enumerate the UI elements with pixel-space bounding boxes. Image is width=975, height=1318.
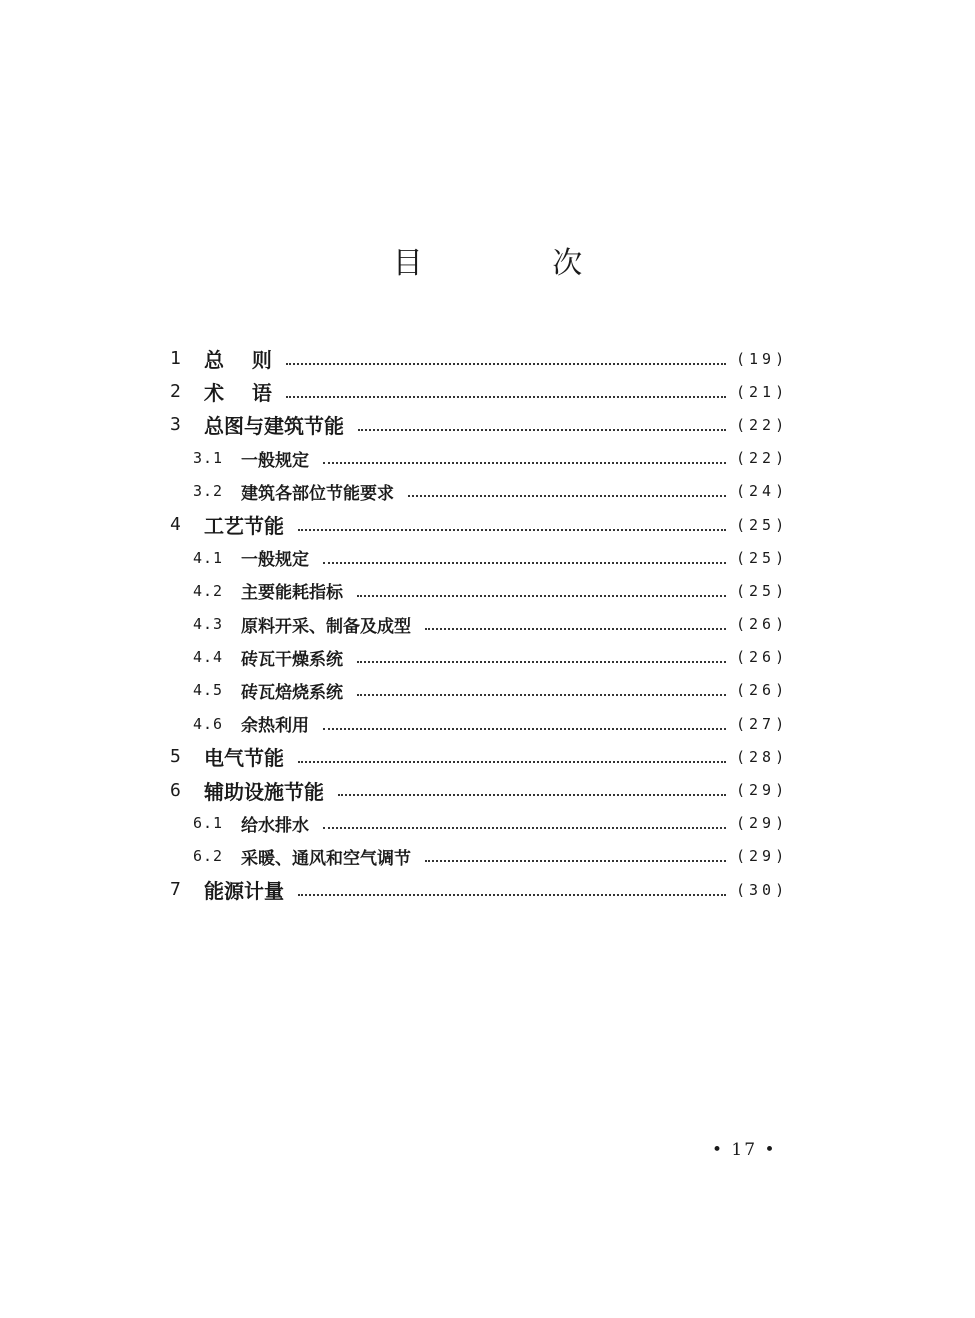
toc-entry-number: 2 bbox=[170, 381, 181, 403]
toc-entry-title: 砖瓦焙烧系统 bbox=[241, 682, 343, 703]
toc-entry[interactable] bbox=[170, 508, 788, 541]
leader-dots bbox=[358, 429, 726, 431]
toc-entry[interactable] bbox=[170, 408, 788, 441]
toc-entry-page: (28) bbox=[736, 747, 789, 766]
leader-dots bbox=[298, 529, 726, 531]
toc-entry-title: 给水排水 bbox=[241, 815, 309, 836]
leader-dots bbox=[357, 694, 726, 696]
leader-dots bbox=[298, 761, 726, 763]
toc-entry-number: 6.2 bbox=[193, 847, 224, 866]
leader-dots bbox=[323, 728, 726, 730]
toc-entry-title: 采暖、通风和空气调节 bbox=[241, 848, 411, 869]
toc-entry[interactable] bbox=[170, 707, 788, 740]
toc-entry[interactable] bbox=[170, 807, 788, 840]
leader-dots bbox=[408, 495, 726, 497]
leader-dots bbox=[286, 363, 726, 365]
toc-entry-title: 砖瓦干燥系统 bbox=[241, 649, 343, 670]
toc-entry[interactable] bbox=[170, 541, 788, 574]
toc-entry-page: (26) bbox=[736, 615, 789, 634]
toc-entry[interactable] bbox=[170, 773, 788, 806]
leader-dots bbox=[357, 595, 726, 597]
toc-entry[interactable] bbox=[170, 740, 788, 773]
toc-entry-title: 建筑各部位节能要求 bbox=[241, 483, 394, 504]
toc-entry-page: (26) bbox=[736, 681, 789, 700]
toc-entry-page: (19) bbox=[736, 349, 789, 368]
leader-dots bbox=[425, 860, 726, 862]
toc-entry-number: 4.1 bbox=[193, 548, 224, 567]
leader-dots bbox=[338, 794, 726, 796]
leader-dots bbox=[323, 462, 726, 464]
toc-entry-page: (29) bbox=[736, 847, 789, 866]
leader-dots bbox=[323, 827, 726, 829]
toc-entry[interactable] bbox=[170, 873, 788, 906]
toc-entry-number: 4.6 bbox=[193, 714, 224, 733]
table-of-contents bbox=[170, 342, 788, 906]
toc-entry-title: 辅助设施节能 bbox=[204, 779, 324, 804]
toc-entry-page: (25) bbox=[736, 548, 789, 567]
toc-entry-number: 4.3 bbox=[193, 615, 224, 634]
leader-dots bbox=[298, 894, 726, 896]
toc-entry[interactable] bbox=[170, 442, 788, 475]
leader-dots bbox=[286, 396, 726, 398]
toc-entry[interactable] bbox=[170, 342, 788, 375]
toc-entry-page: (25) bbox=[736, 581, 789, 600]
page-number: • 17 • bbox=[712, 1140, 777, 1160]
toc-entry[interactable] bbox=[170, 674, 788, 707]
toc-entry-title: 一般规定 bbox=[241, 450, 309, 471]
toc-entry-page: (30) bbox=[736, 880, 789, 899]
toc-entry-title: 电气节能 bbox=[204, 746, 284, 771]
toc-entry-title: 总图与建筑节能 bbox=[204, 414, 344, 439]
toc-entry-number: 4.5 bbox=[193, 681, 224, 700]
toc-entry-title: 主要能耗指标 bbox=[241, 583, 343, 604]
toc-entry[interactable] bbox=[170, 475, 788, 508]
toc-entry-number: 5 bbox=[170, 746, 181, 768]
toc-entry[interactable] bbox=[170, 375, 788, 408]
toc-entry-page: (25) bbox=[736, 515, 789, 534]
toc-entry[interactable] bbox=[170, 641, 788, 674]
toc-entry-title: 能源计量 bbox=[204, 879, 284, 904]
toc-entry-number: 3.2 bbox=[193, 482, 224, 501]
toc-entry[interactable] bbox=[170, 840, 788, 873]
toc-entry-page: (21) bbox=[736, 382, 789, 401]
toc-entry-page: (22) bbox=[736, 415, 789, 434]
toc-entry-number: 3.1 bbox=[193, 449, 224, 468]
toc-entry-page: (27) bbox=[736, 714, 789, 733]
toc-entry-number: 6.1 bbox=[193, 814, 224, 833]
toc-entry-title: 余热利用 bbox=[241, 716, 309, 737]
toc-entry-number: 1 bbox=[170, 348, 181, 370]
toc-entry-number: 6 bbox=[170, 779, 181, 801]
toc-entry-title: 工艺节能 bbox=[204, 514, 284, 539]
toc-entry[interactable] bbox=[170, 574, 788, 607]
leader-dots bbox=[357, 661, 726, 663]
toc-entry-number: 7 bbox=[170, 879, 181, 901]
toc-entry-page: (29) bbox=[736, 814, 789, 833]
toc-entry-page: (29) bbox=[736, 781, 789, 800]
toc-entry-page: (24) bbox=[736, 482, 789, 501]
toc-entry-number: 3 bbox=[170, 414, 181, 436]
toc-entry-title: 术 语 bbox=[204, 381, 272, 406]
toc-entry[interactable] bbox=[170, 608, 788, 641]
leader-dots bbox=[425, 628, 726, 630]
leader-dots bbox=[323, 562, 726, 564]
toc-entry-title: 原料开采、制备及成型 bbox=[241, 616, 411, 637]
page-title: 目 次 bbox=[392, 246, 643, 281]
toc-entry-number: 4.2 bbox=[193, 581, 224, 600]
toc-entry-title: 一般规定 bbox=[241, 550, 309, 571]
toc-entry-page: (26) bbox=[736, 648, 789, 667]
toc-entry-page: (22) bbox=[736, 449, 789, 468]
toc-entry-title: 总 则 bbox=[204, 348, 272, 373]
toc-entry-number: 4 bbox=[170, 514, 181, 536]
toc-entry-number: 4.4 bbox=[193, 648, 224, 667]
